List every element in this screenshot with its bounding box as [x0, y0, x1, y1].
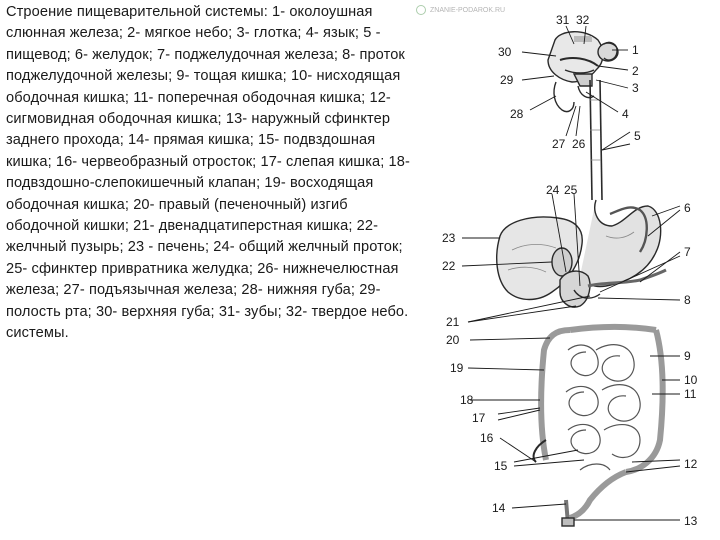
label-15: 15: [494, 459, 508, 473]
watermark-text: ZNANIE-PODAROK.RU: [430, 6, 506, 14]
head-region: [548, 32, 618, 112]
label-2: 2: [632, 64, 639, 78]
label-23: 23: [442, 231, 456, 245]
label-19: 19: [450, 361, 464, 375]
label-21: 21: [446, 315, 460, 329]
caption-text: Строение пищеварительной системы: 1- околоушная слюнная железа; 2- мягкое небо; 3- глотка; 4- язык; 5 - пищевод; 6- желудок; 7- поджелудочная железа; 8- проток поджелудочной железы; 9- тощая кишка; 10- нисходящая ободочная кишка; 11- поперечная ободочная кишка; 12- сигмовидная ободочная кишка; 13- наружный сфинктер заднего прохода; 14- прямая кишка; 15- подвздошная кишка; 16- червеобразный отросток; 17- слепая кишка; 18- подвздошно-слепокишечный клапан; 19- восходящая ободочная кишка; 20- правый (печеночный) изгиб ободочной кишки; 21- двенадцатиперстная кишка; 22- желчный пузырь; 23 - печень; 24- общий желчный проток; 25- сфинктер привратника желудка; 26- нижнечелюстная железа; 27- подъязычная железа; 28- нижняя губа; 29- полость рта; 30- верхняя губа; 31- зубы; 32- твердое небо. системы.: [6, 4, 410, 342]
label-3: 3: [632, 81, 639, 95]
label-12: 12: [684, 457, 698, 471]
label-16: 16: [480, 431, 494, 445]
label-8: 8: [684, 293, 691, 307]
label-4: 4: [622, 107, 629, 121]
small-intestine: [566, 345, 640, 470]
label-29: 29: [500, 73, 514, 87]
label-26: 26: [572, 137, 586, 151]
large-intestine: [534, 327, 663, 526]
label-27: 27: [552, 137, 566, 151]
label-5: 5: [634, 129, 641, 143]
label-13: 13: [684, 514, 698, 528]
label-11: 11: [684, 387, 697, 401]
label-25: 25: [564, 183, 578, 197]
label-32: 32: [576, 13, 590, 27]
label-18: 18: [460, 393, 474, 407]
label-30: 30: [498, 45, 512, 59]
label-22: 22: [442, 259, 456, 273]
anatomy-drawing: [497, 32, 666, 526]
label-28: 28: [510, 107, 524, 121]
label-24: 24: [546, 183, 560, 197]
stomach: [580, 200, 661, 287]
label-9: 9: [684, 349, 691, 363]
label-1: 1: [632, 43, 639, 57]
label-17: 17: [472, 411, 486, 425]
label-6: 6: [684, 201, 691, 215]
label-7: 7: [684, 245, 691, 259]
label-10: 10: [684, 373, 698, 387]
label-14: 14: [492, 501, 506, 515]
label-31: 31: [556, 13, 570, 27]
label-20: 20: [446, 333, 460, 347]
